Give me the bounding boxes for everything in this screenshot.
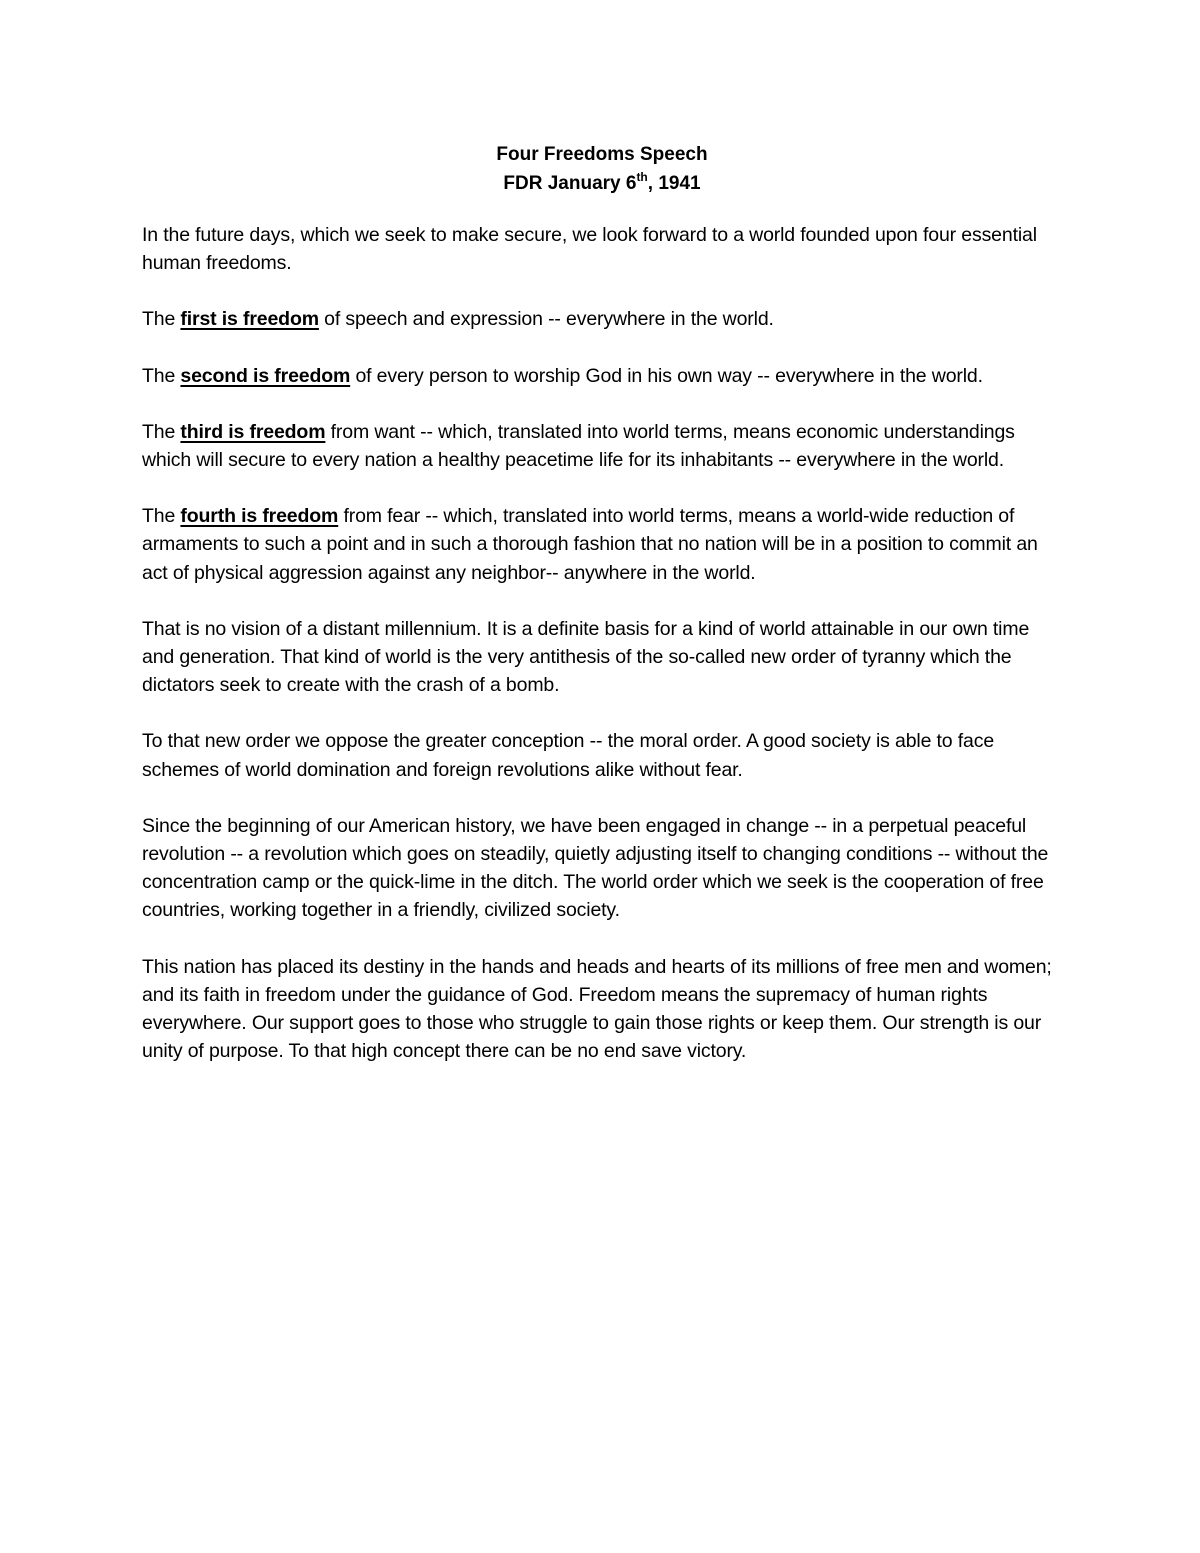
freedom-paragraph-fourth (142, 502, 1062, 587)
closing-paragraph-vision: That is no vision of a distant millennium. It is a definite basis for a kind of world attainable in our own time and generation. That kind of world is the very antithesis of the so-called new order of tyranny which the dictators seek to create with the crash of a bomb. (142, 617, 1030, 697)
subtitle-ordinal: th (636, 169, 648, 184)
freedom-text: from fear -- which, translated into world terms, means a world-wide reduction of armaments to such a point and in such a thorough fashion that no nation will be in a position to commit an act of physical aggression against any neighbor-- anywhere in the world. (142, 505, 1038, 584)
freedom-emphasis: first is freedom (180, 308, 319, 331)
document-page (142, 140, 1062, 1093)
intro-paragraph: In the future days, which we seek to make secure, we look forward to a world founded upon four essential human freedoms. (142, 224, 1037, 275)
subtitle-prefix: FDR January 6 (503, 173, 637, 194)
freedom-emphasis: second is freedom (180, 364, 351, 387)
freedom-lead: The (142, 308, 181, 331)
freedom-lead: The (142, 420, 181, 443)
freedom-paragraph-second (142, 362, 1062, 390)
closing-paragraph-revolution: Since the beginning of our American history, we have been engaged in change -- in a perpetual peaceful revolution -- a revolution which goes on steadily, quietly adjusting itself to changing conditions -- without the concentration camp or the quick-lime in the ditch. The world order which we seek is the cooperation of free countries, working together in a friendly, civilized society. (142, 814, 1049, 922)
freedom-paragraph-first (142, 305, 1062, 333)
freedom-text: of every person to worship God in his own way -- everywhere in the world. (350, 364, 983, 387)
freedom-paragraph-third (142, 418, 1062, 474)
freedom-emphasis: third is freedom (180, 420, 326, 443)
subtitle-suffix: , 1941 (647, 173, 701, 194)
freedom-emphasis: fourth is freedom (180, 505, 339, 528)
title-block (142, 140, 1062, 198)
freedom-lead: The (142, 364, 181, 387)
freedom-lead: The (142, 505, 181, 528)
document-title: Four Freedoms Speech (496, 144, 708, 165)
document-subtitle (142, 169, 1062, 198)
closing-paragraph-destiny: This nation has placed its destiny in the hands and heads and hearts of its millions of free men and women; and its faith in freedom under the guidance of God. Freedom means the supremacy of human rights everywhere. Our support goes to those who struggle to gain those rights or keep them. Our strength is our unity of purpose. To that high concept there can be no end save victory. (142, 955, 1052, 1063)
freedom-text: of speech and expression -- everywhere in the world. (318, 308, 774, 331)
closing-paragraph-moral-order: To that new order we oppose the greater conception -- the moral order. A good society is able to face schemes of world domination and foreign revolutions alike without fear. (142, 730, 995, 781)
freedom-text: from want -- which, translated into world terms, means economic understandings which will secure to every nation a healthy peacetime life for its inhabitants -- everywhere in the world. (142, 420, 1015, 472)
